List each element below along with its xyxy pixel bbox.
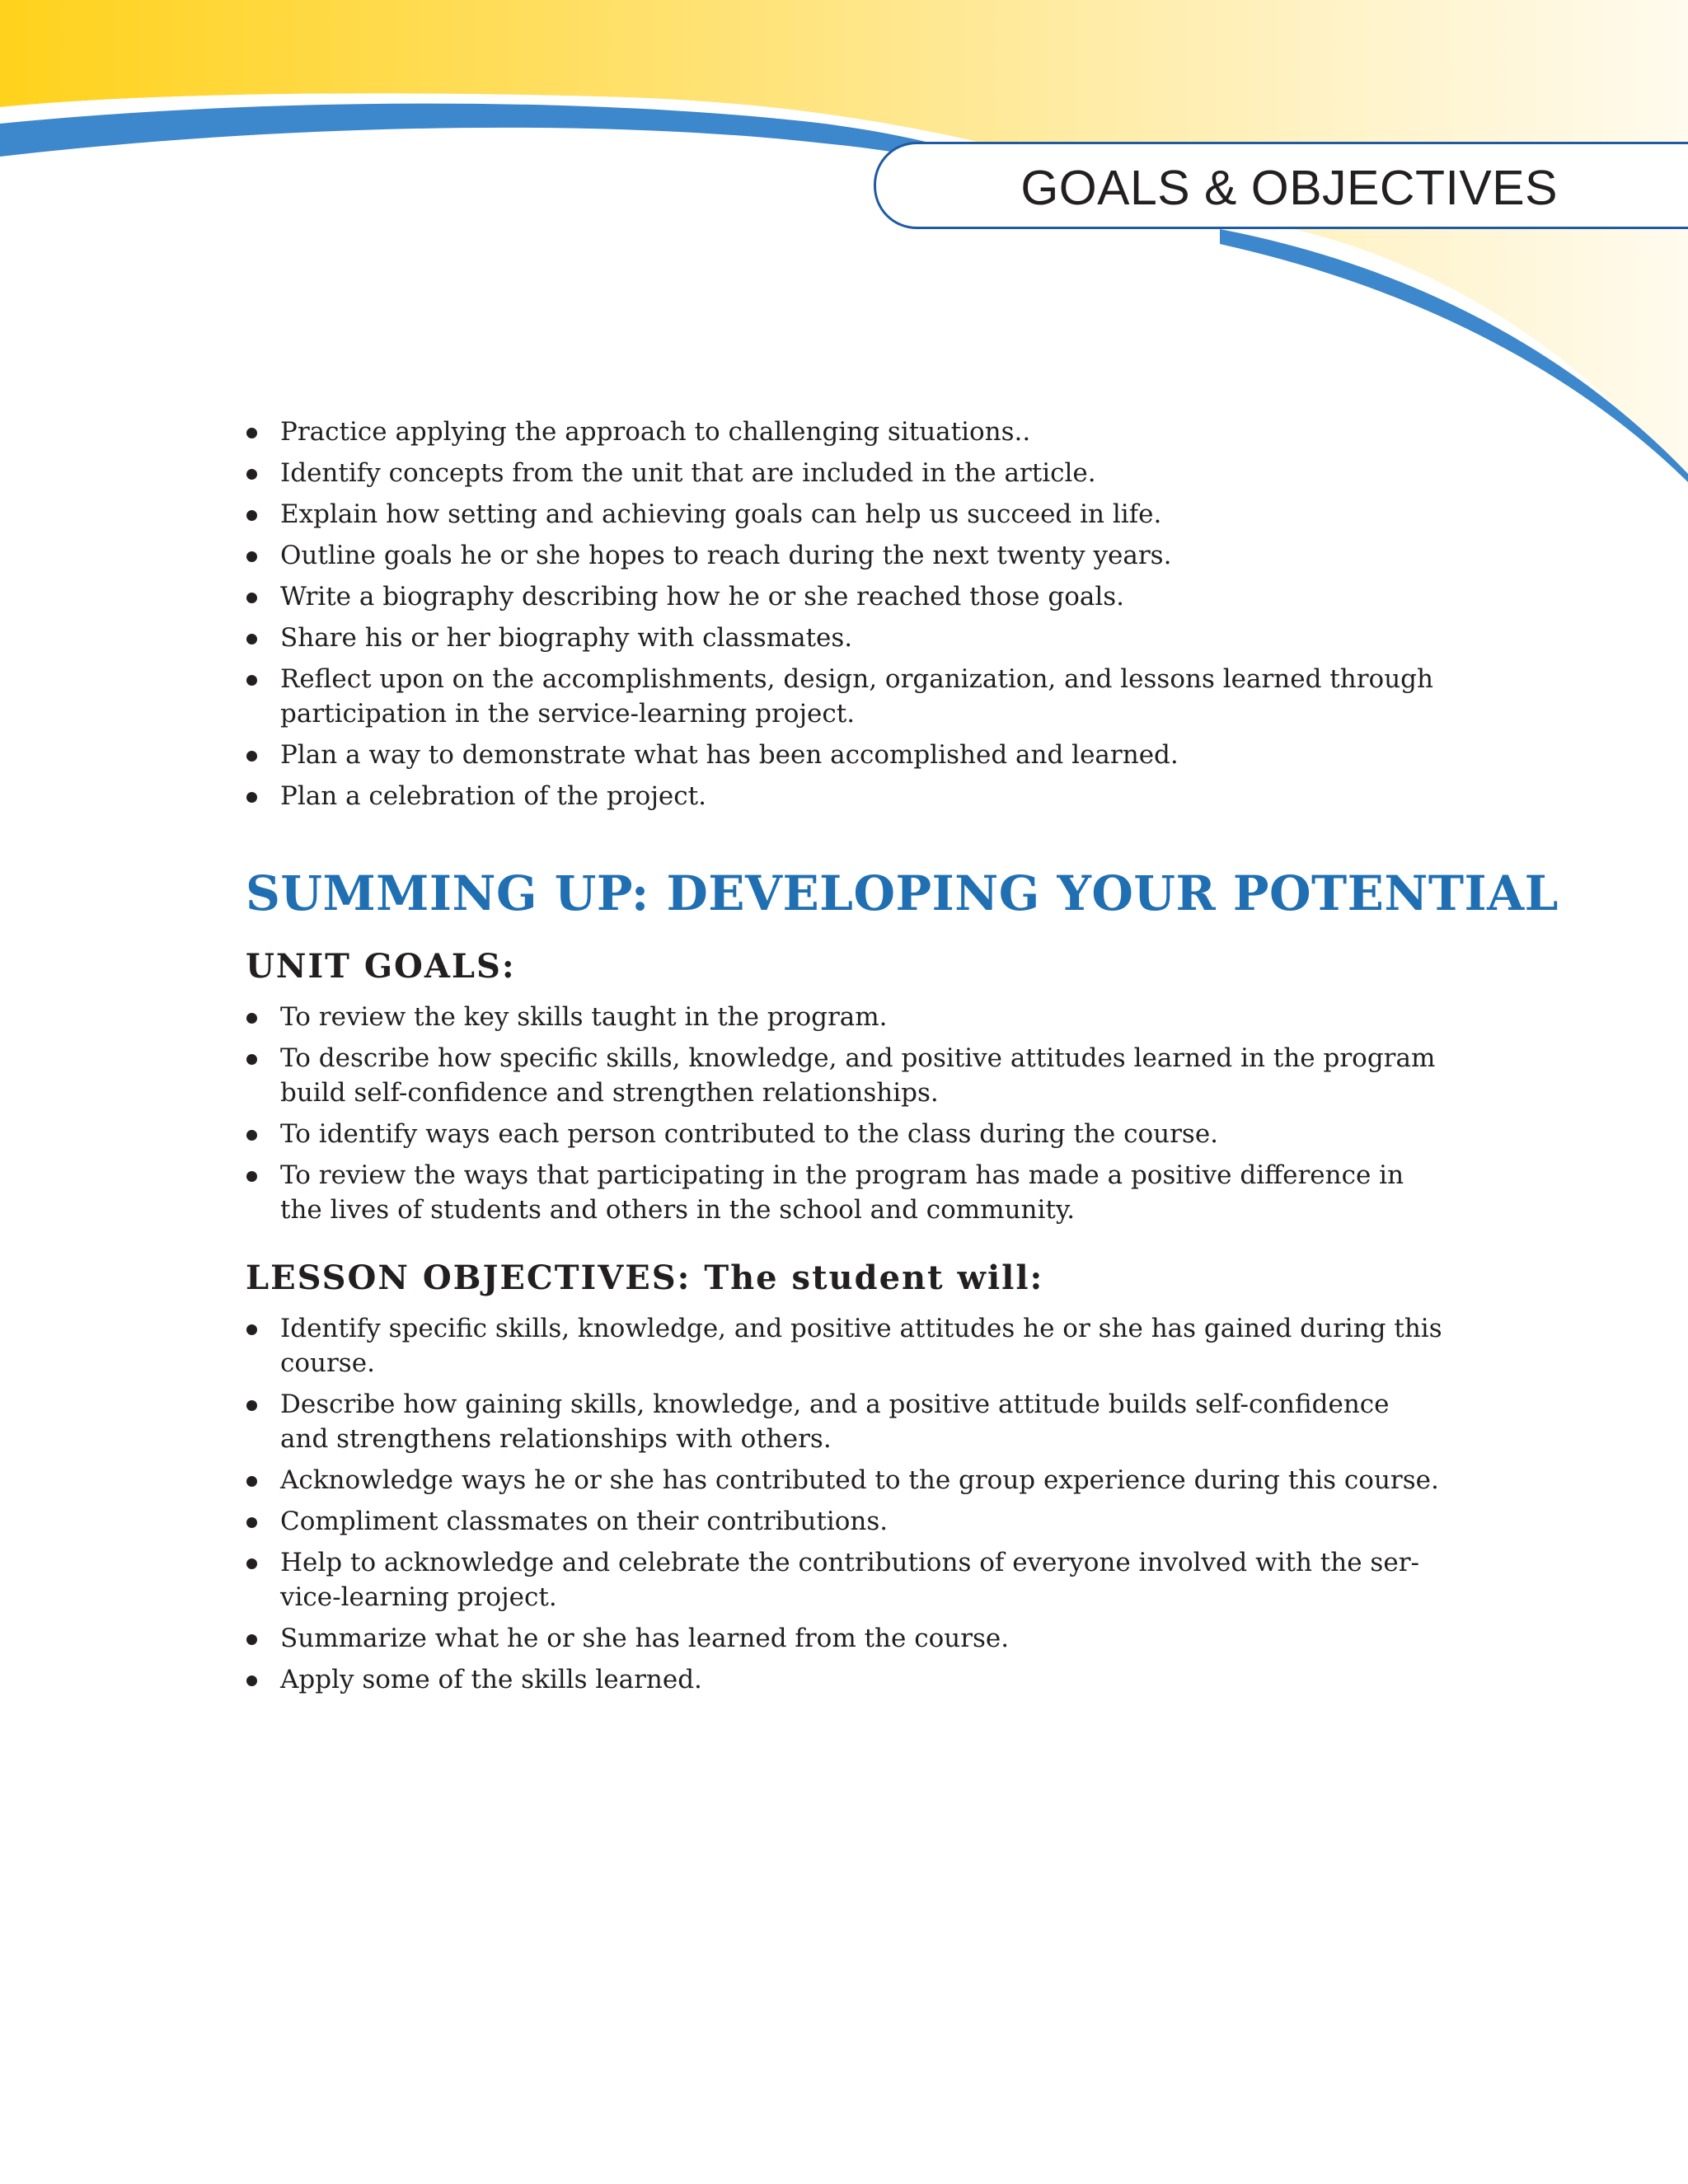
list-item: Outline goals he or she hopes to reach during the next twenty years. [246, 538, 1442, 573]
list-item: Plan a way to demonstrate what has been accomplished and learned. [246, 738, 1442, 772]
list-item: To review the key skills taught in the program. [246, 1000, 1442, 1034]
lesson-objectives-heading: LESSON OBJECTIVES: The student will: [246, 1258, 1044, 1297]
list-item: Help to acknowledge and celebrate the contributions of everyone involved with the ser- vice-learning project. [246, 1545, 1442, 1615]
list-item: Describe how gaining skills, knowledge, and a positive attitude builds self-confidence and strengthens relationships with others. [246, 1387, 1442, 1456]
list-item: Plan a celebration of the project. [246, 779, 1442, 813]
list-item: Share his or her biography with classmates. [246, 621, 1442, 655]
list-item: Explain how setting and achieving goals can help us succeed in life. [246, 497, 1442, 532]
list-item: To describe how specific skills, knowledge, and positive attitudes learned in the program build self-confidence and strengthen relationships. [246, 1041, 1442, 1110]
list-item: Acknowledge ways he or she has contributed to the group experience during this course. [246, 1463, 1442, 1497]
list-item: Identify concepts from the unit that are included in the article. [246, 456, 1442, 490]
list-item: To review the ways that participating in the program has made a positive difference in the lives of students and others in the school and community. [246, 1158, 1442, 1227]
list-item: Apply some of the skills learned. [246, 1662, 1442, 1697]
list-item: Compliment classmates on their contributions. [246, 1504, 1442, 1539]
unit-goals-heading: UNIT GOALS: [246, 947, 516, 986]
intro-objectives-list [246, 415, 1449, 813]
section-title: GOALS & OBJECTIVES [1020, 161, 1558, 215]
list-item: Practice applying the approach to challenging situations.. [246, 415, 1442, 449]
unit-title: SUMMING UP: DEVELOPING YOUR POTENTIAL [246, 865, 1559, 921]
list-item: To identify ways each person contributed to the class during the course. [246, 1117, 1442, 1151]
list-item: Reflect upon on the accomplishments, design, organization, and lessons learned through participation in the service-learning project. [246, 662, 1442, 731]
lesson-objectives-list [246, 1311, 1449, 1697]
unit-goals-list [246, 1000, 1449, 1227]
list-item: Identify specific skills, knowledge, and positive attitudes he or she has gained during this course. [246, 1311, 1442, 1380]
page-content [246, 415, 1559, 1704]
list-item: Summarize what he or she has learned from the course. [246, 1621, 1442, 1656]
list-item: Write a biography describing how he or she reached those goals. [246, 579, 1442, 614]
